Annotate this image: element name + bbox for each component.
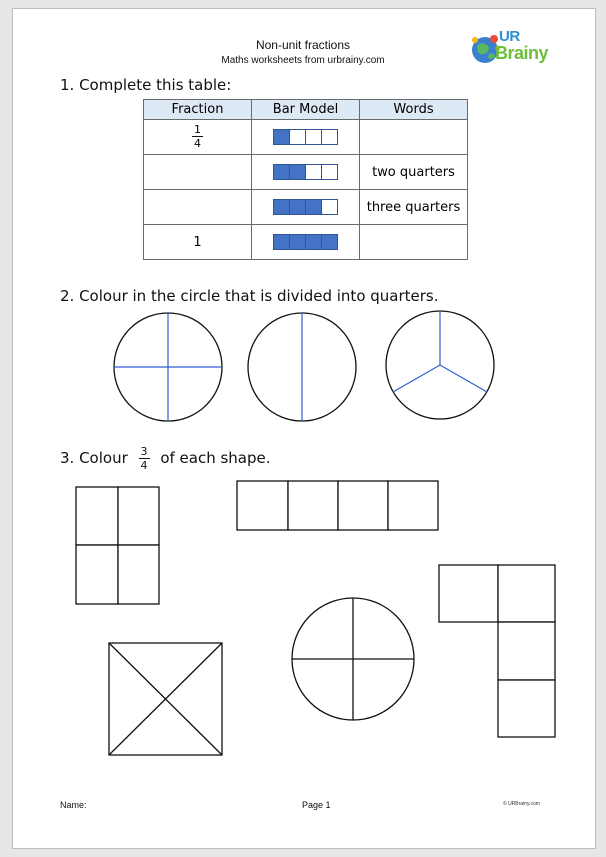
l-shape-cell[interactable]: [498, 622, 555, 680]
question-3-text: 3. Colour $\frac{3}{4}$ of each shape.: [60, 445, 271, 472]
fraction-value: 1: [193, 234, 202, 250]
column-header-fraction: Fraction: [144, 100, 252, 120]
thirds-divider-right: [440, 365, 487, 392]
strip-cell[interactable]: [388, 481, 438, 530]
three-quarters-fraction: $\frac{3}{4}$: [140, 445, 148, 472]
name-label: Name:: [60, 800, 87, 810]
l-shape-cell[interactable]: [498, 565, 555, 622]
fraction-value: $\frac{1}{4}$: [194, 122, 201, 150]
column-header-bar-model: Bar Model: [252, 100, 360, 120]
worksheet-title: Non-unit fractions: [255, 38, 351, 52]
grid-cell[interactable]: [76, 545, 118, 604]
question-1-text: 1. Complete this table:: [60, 76, 232, 94]
l-shape-cell[interactable]: [498, 680, 555, 737]
words-cell[interactable]: two quarters: [360, 155, 468, 190]
strip-cell[interactable]: [288, 481, 338, 530]
copyright-notice: © URBrainy.com: [503, 801, 540, 807]
page-number: Page 1: [302, 800, 331, 810]
words-cell[interactable]: three quarters: [360, 190, 468, 225]
grid-cell[interactable]: [118, 487, 159, 545]
urbrainy-logo: UR Brainy: [469, 26, 561, 70]
strip-cell[interactable]: [237, 481, 288, 530]
grid-cell[interactable]: [76, 487, 118, 545]
grid-cell[interactable]: [118, 545, 159, 604]
worksheet-subtitle: Maths worksheets from urbrainy.com: [221, 55, 385, 66]
question-2-text: 2. Colour in the circle that is divided into quarters.: [60, 287, 439, 305]
column-header-words: Words: [360, 100, 468, 120]
circle-dividers: [114, 311, 487, 421]
l-shape-cell[interactable]: [439, 565, 498, 622]
strip-cell[interactable]: [338, 481, 388, 530]
thirds-divider-left: [393, 365, 440, 392]
